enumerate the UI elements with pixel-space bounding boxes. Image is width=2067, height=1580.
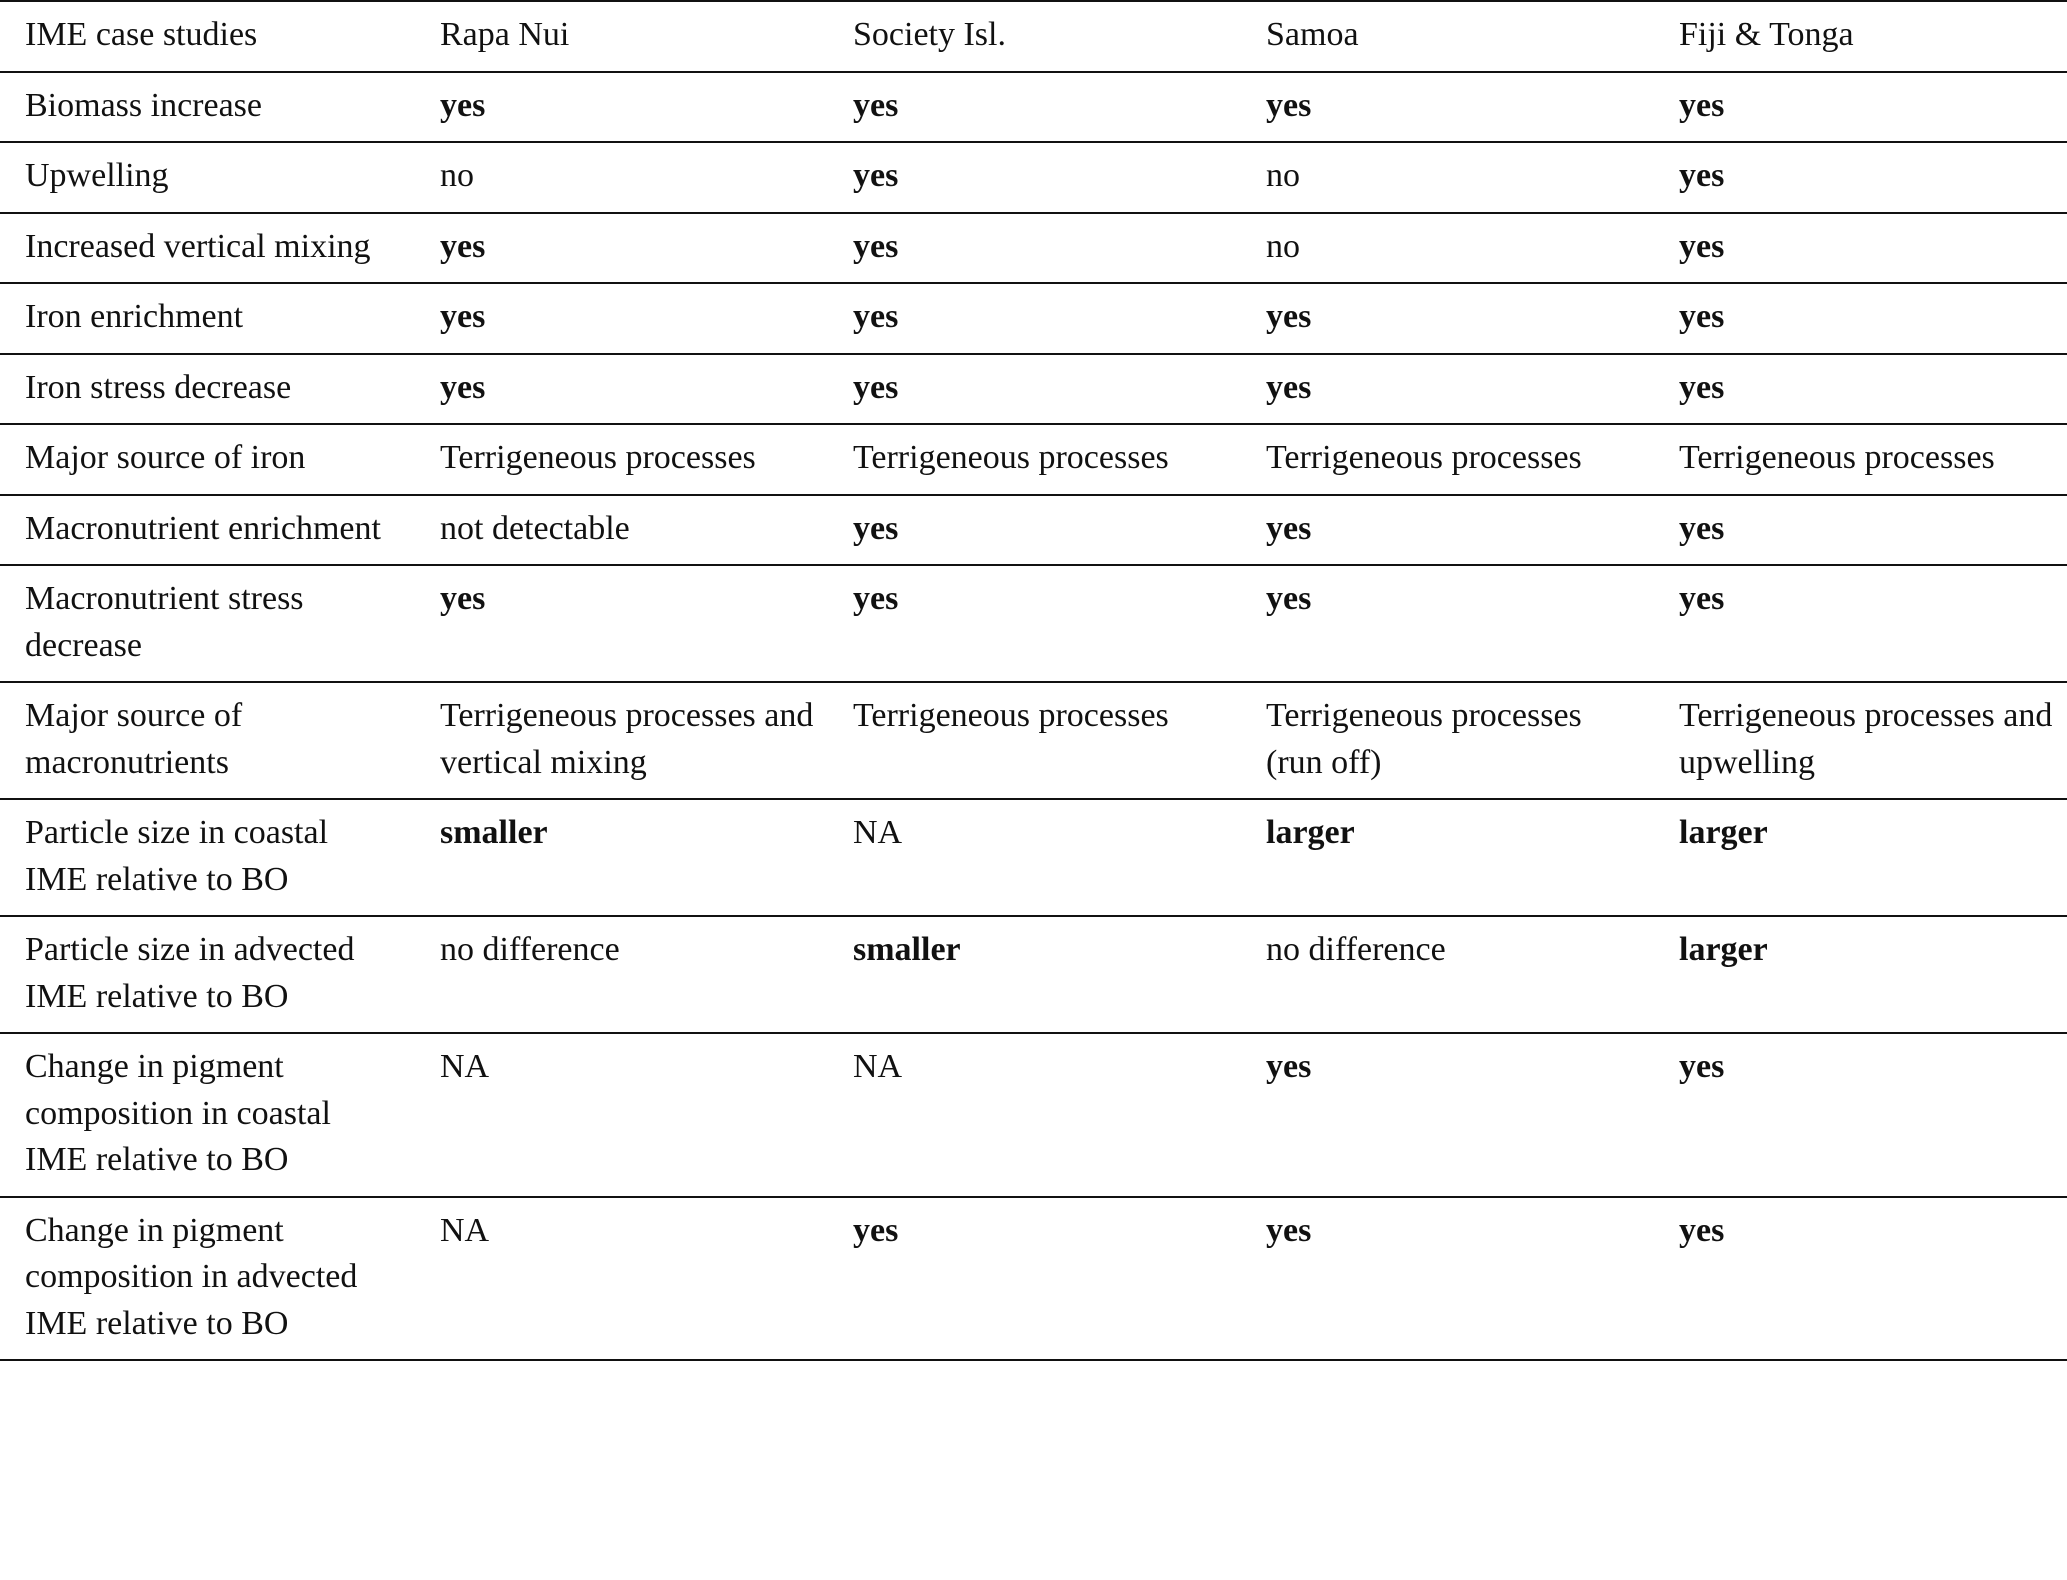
table-cell bbox=[1652, 800, 2067, 915]
table-cell bbox=[1239, 425, 1652, 494]
table-cell bbox=[1652, 496, 2067, 565]
cell-value: smaller bbox=[853, 931, 961, 968]
cell-value: yes bbox=[853, 227, 899, 265]
row-label: Change in pigment composition in coastal IME relative to BO bbox=[25, 1048, 331, 1178]
table-cell bbox=[1652, 214, 2067, 283]
header-cell: IME case studies bbox=[25, 16, 258, 53]
cell-value: yes bbox=[853, 298, 899, 335]
table-cell bbox=[413, 355, 826, 424]
cell-value: yes bbox=[440, 298, 486, 335]
table-row bbox=[0, 1198, 2067, 1362]
cell-value: no bbox=[440, 157, 474, 194]
table-cell bbox=[413, 284, 826, 353]
cell-value: yes bbox=[1679, 298, 1725, 335]
cell-value: yes bbox=[1266, 1211, 1312, 1249]
header-cell: Fiji & Tonga bbox=[1679, 16, 1854, 53]
row-label: Increased vertical mixing bbox=[25, 227, 371, 265]
cell-value: no bbox=[1266, 227, 1300, 265]
table-cell bbox=[826, 566, 1239, 681]
table-cell bbox=[1239, 214, 1652, 283]
table-cell bbox=[1652, 425, 2067, 494]
row-label: Biomass increase bbox=[25, 86, 262, 124]
cell-value: Terrigeneous processes and vertical mixing bbox=[440, 697, 814, 781]
cell-value: yes bbox=[1266, 298, 1312, 335]
table-cell bbox=[1239, 683, 1652, 798]
row-label: Major source of iron bbox=[25, 439, 306, 476]
table-cell bbox=[413, 917, 826, 1032]
table-cell bbox=[413, 800, 826, 915]
cell-value: yes bbox=[853, 368, 899, 406]
cell-value: yes bbox=[853, 580, 899, 617]
cell-value: Terrigeneous processes and upwelling bbox=[1679, 697, 2053, 781]
table-row bbox=[0, 683, 2067, 800]
table-cell bbox=[826, 800, 1239, 915]
cell-value: yes bbox=[853, 509, 899, 547]
cell-value: Terrigeneous processes (run off) bbox=[1266, 697, 1582, 781]
table-cell bbox=[413, 143, 826, 212]
table-row bbox=[0, 566, 2067, 683]
cell-value: yes bbox=[1679, 580, 1725, 617]
table-row bbox=[0, 1034, 2067, 1198]
cell-value: not detectable bbox=[440, 509, 630, 547]
row-label: Macronutrient stress decrease bbox=[25, 580, 304, 664]
table-row bbox=[0, 425, 2067, 496]
cell-value: yes bbox=[1679, 157, 1725, 194]
table-body bbox=[0, 73, 2067, 1362]
cell-value: NA bbox=[440, 1048, 490, 1085]
cell-value: yes bbox=[1679, 86, 1725, 124]
table-cell bbox=[413, 425, 826, 494]
table-cell bbox=[1652, 143, 2067, 212]
cell-value: smaller bbox=[440, 814, 548, 851]
cell-value: yes bbox=[1266, 368, 1312, 406]
cell-value: yes bbox=[1679, 509, 1725, 547]
table-cell bbox=[1652, 73, 2067, 142]
table-row bbox=[0, 143, 2067, 214]
table-cell bbox=[1652, 683, 2067, 798]
table-cell bbox=[1239, 1034, 1652, 1196]
table-cell bbox=[1239, 566, 1652, 681]
table-cell bbox=[826, 425, 1239, 494]
row-label: Particle size in advected IME relative to BO bbox=[25, 931, 355, 1015]
cell-value: yes bbox=[1266, 86, 1312, 124]
cell-value: Terrigeneous processes bbox=[1679, 439, 1995, 476]
cell-value: yes bbox=[853, 86, 899, 124]
table-cell bbox=[826, 284, 1239, 353]
table-cell bbox=[1239, 917, 1652, 1032]
row-label: Iron stress decrease bbox=[25, 368, 292, 406]
table-cell bbox=[826, 355, 1239, 424]
cell-value: NA bbox=[853, 1048, 903, 1085]
table-row bbox=[0, 496, 2067, 567]
row-label: Iron enrichment bbox=[25, 298, 244, 335]
table-cell bbox=[826, 73, 1239, 142]
table-cell bbox=[1239, 1198, 1652, 1360]
table-row bbox=[0, 214, 2067, 285]
table-cell bbox=[826, 1034, 1239, 1196]
table-cell bbox=[1652, 566, 2067, 681]
cell-value: yes bbox=[440, 580, 486, 617]
cell-value: yes bbox=[1679, 1211, 1725, 1249]
table-cell bbox=[826, 496, 1239, 565]
table-row bbox=[0, 917, 2067, 1034]
cell-value: yes bbox=[440, 86, 486, 124]
table-cell bbox=[1239, 800, 1652, 915]
table-cell bbox=[413, 1198, 826, 1360]
cell-value: yes bbox=[1266, 580, 1312, 617]
table-cell bbox=[413, 566, 826, 681]
table-row bbox=[0, 284, 2067, 355]
table-cell bbox=[1652, 355, 2067, 424]
cell-value: yes bbox=[1679, 1048, 1725, 1085]
table-cell bbox=[826, 1198, 1239, 1360]
header-cell: Rapa Nui bbox=[440, 16, 570, 53]
cell-value: yes bbox=[853, 157, 899, 194]
cell-value: NA bbox=[853, 814, 903, 851]
row-label: Upwelling bbox=[25, 157, 169, 194]
table-cell bbox=[1239, 284, 1652, 353]
table-cell bbox=[826, 214, 1239, 283]
cell-value: yes bbox=[1679, 368, 1725, 406]
cell-value: yes bbox=[1266, 1048, 1312, 1085]
table-cell bbox=[1652, 917, 2067, 1032]
cell-value: yes bbox=[440, 368, 486, 406]
table-cell bbox=[826, 683, 1239, 798]
cell-value: yes bbox=[440, 227, 486, 265]
cell-value: NA bbox=[440, 1211, 490, 1249]
cell-value: larger bbox=[1266, 814, 1355, 851]
table-row bbox=[0, 355, 2067, 426]
cell-value: no difference bbox=[440, 931, 620, 968]
cell-value: yes bbox=[1266, 509, 1312, 547]
cell-value: Terrigeneous processes bbox=[853, 697, 1169, 734]
table-cell bbox=[1652, 1198, 2067, 1360]
table-cell bbox=[1239, 143, 1652, 212]
header-cell: Samoa bbox=[1266, 16, 1359, 53]
table-cell bbox=[1652, 284, 2067, 353]
cell-value: no difference bbox=[1266, 931, 1446, 968]
row-label: Major source of macronutrients bbox=[25, 697, 243, 781]
row-label: Change in pigment composition in advected IME relative to BO bbox=[25, 1211, 358, 1342]
table-cell bbox=[1239, 496, 1652, 565]
table-cell bbox=[1652, 1034, 2067, 1196]
table-cell bbox=[413, 496, 826, 565]
table-cell bbox=[826, 143, 1239, 212]
table-cell bbox=[826, 917, 1239, 1032]
table-cell bbox=[413, 1034, 826, 1196]
cell-value: larger bbox=[1679, 931, 1768, 968]
table-cell bbox=[1239, 73, 1652, 142]
table-cell bbox=[413, 73, 826, 142]
table-header-row bbox=[0, 2, 2067, 73]
table-row bbox=[0, 800, 2067, 917]
cell-value: Terrigeneous processes bbox=[440, 439, 756, 476]
row-label: Particle size in coastal IME relative to BO bbox=[25, 814, 329, 898]
table-cell bbox=[413, 683, 826, 798]
cell-value: no bbox=[1266, 157, 1300, 194]
header-cell: Society Isl. bbox=[853, 16, 1006, 53]
cell-value: yes bbox=[853, 1211, 899, 1249]
table-row bbox=[0, 73, 2067, 144]
row-label: Macronutrient enrichment bbox=[25, 509, 381, 547]
table-cell bbox=[1239, 355, 1652, 424]
table-cell bbox=[413, 214, 826, 283]
cell-value: yes bbox=[1679, 227, 1725, 265]
cell-value: Terrigeneous processes bbox=[853, 439, 1169, 476]
cell-value: larger bbox=[1679, 814, 1768, 851]
cell-value: Terrigeneous processes bbox=[1266, 439, 1582, 476]
